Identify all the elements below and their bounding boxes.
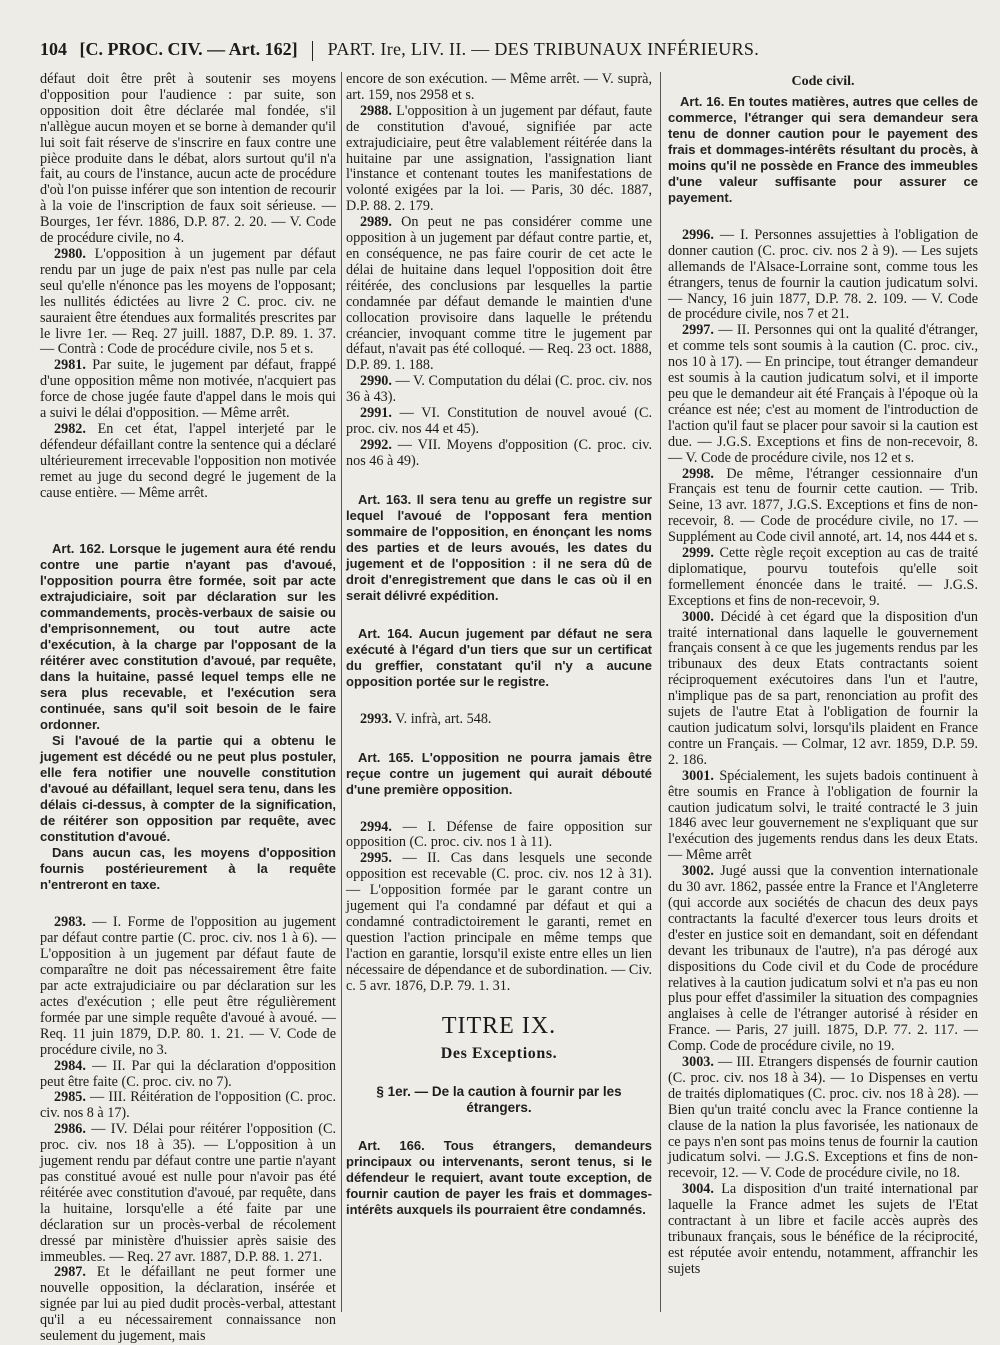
para-number: 3002. <box>682 863 714 880</box>
para-text: Décidé à cet égard que la disposition d'un traité international dans laquelle le gouvernement français consent à ce que les jugements rendus par les tribunaux des deux Etats contractants soient réciproquement exécutoires dans l'un et l'autre, n'implique pas de sa part, renonciation au profit des sujets de l'autre Etat à l'obligation de fournir la caution judicatum solvi, lorsqu'ils plaident en France contre un Français. — Colmar, 12 avr. 1859, D.P. 59. 2. 186. <box>668 608 978 768</box>
paragraph-2981 <box>40 358 336 422</box>
para-number: 2995. <box>360 850 392 867</box>
para-text: — I. Personnes assujetties à l'obligation de donner caution (C. proc. civ. nos 2 à 9). — Les sujets allemands de l'Alsace-Lorraine sont, comme tous les étrangers, tenus de fournir la caution judicatum solvi. — Nancy, 16 juin 1877, D.P. 78. 2. 109. — V. Code de procédure civile, nos 7 et 21. <box>668 226 978 323</box>
paragraph-2999 <box>668 546 978 610</box>
spacer <box>346 604 652 626</box>
paragraph-3003 <box>668 1055 978 1182</box>
article-text: L'opposition ne pourra jamais être reçue contre un jugement qui aurait débouté d'une première opposition. <box>346 749 652 797</box>
para-number: 2989. <box>360 214 392 231</box>
para-number: 2991. <box>360 405 392 422</box>
para-text: En cet état, l'appel interjeté par le défendeur défaillant contre la sentence qui a déclaré ultérieurement irrecevable l'opposition non motivée remet au juge du second degré le jugement de la cause entière. — Même arrêt. <box>40 420 336 501</box>
paragraph-continuation: défaut doit être prêt à soutenir ses moyens d'opposition pour l'audience : par suite, son opposition doit être déclarée mal fondée, s'il n'allègue aucun moyen et se borne à demander qu'il lui soit fait réserve de s'inscrire en faux contre une pièce produite dans le débat, alors surtout qu'il n'a fait, au cours de l'instance, aucun acte de procédure d'où l'on puisse inférer que son intention de recourir à la voie de l'inscription de faux soit sérieuse. — Bourges, 1er févr. 1886, D.P. 87. 2. 20. — V. Code de procédure civile, no 4. <box>40 71 336 247</box>
para-number: 2997. <box>682 322 714 339</box>
header-divider <box>312 41 313 61</box>
para-text: — IV. Délai pour réitérer l'opposition (C. proc. civ. nos 18 à 35). — L'opposition à un jugement rendu par défaut contre une partie n'ayant pas constitué avoué est nulle pour n'avoir pas été réitérée avec constitution d'avoué, par requête, dans la huitaine, lorsqu'elle a été faite par une déclaration sur un procès-verbal de récolement dressé par ministère d'huissier après saisie des immeubles. — Req. 27 avr. 1887, D.P. 88. 1. 271. <box>40 1121 336 1265</box>
header-right: PART. Ire, LIV. II. — DES TRIBUNAUX INFÉRIEURS. <box>327 39 760 59</box>
paragraph-3004 <box>668 1182 978 1277</box>
article-label: Art. 163. <box>358 491 412 507</box>
para-text: — III. Réitération de l'opposition (C. proc. civ. nos 8 à 17). <box>40 1089 336 1122</box>
para-text: Cette règle reçoit exception au cas de traité diplomatique, pourvu toutefois qu'elle soit formellement énoncée dans le traité. — J.G.S. Exceptions et fins de non-recevoir, 9. <box>668 545 978 609</box>
para-text: V. infrà, art. 548. <box>391 710 492 727</box>
para-number: 2984. <box>54 1057 86 1074</box>
para-number: 2998. <box>682 465 714 482</box>
para-number: 2992. <box>360 436 392 453</box>
paragraph-2995 <box>346 851 652 994</box>
article-16 <box>668 94 978 206</box>
spacer <box>346 470 652 492</box>
column-3 <box>668 72 978 1332</box>
article-text: En toutes matières, autres que celles de commerce, l'étranger qui sera demandeur sera tenu de donner caution pour le payement des frais et dommages-intérêts résultant du procès, à moins qu'il ne possède en France des immeubles d'une valeur suffisante pour assurer ce payement. <box>668 93 978 205</box>
para-number: 2988. <box>360 102 392 119</box>
para-text: On peut ne pas considérer comme une opposition à un jugement par défaut contre partie, et, en conséquence, ne pas faire courir de cet acte le délai de huitaine dans lequel l'opposition doit être réitérée, des conclusions par lesquelles la partie condamnée par défaut demande le maintien d'une collocation provisoire dans laquelle le prétendu créancier, invoquant comme titre le jugement par défaut, n'avait pas été colloqué. — Req. 23 oct. 1888, D.P. 89. 1. 188. <box>346 214 652 374</box>
column-rule-2 <box>660 72 661 1312</box>
para-text: Par suite, le jugement par défaut, frappé d'une opposition même non motivée, n'acquiert pas force de chose jugée faute d'appel dans le mois qui a suivi le délai d'opposition. — Même arrêt. <box>40 357 336 422</box>
article-162-c: Dans aucun cas, les moyens d'opposition fournis postérieurement à la requête n'entreront en taxe. <box>40 845 336 893</box>
paragraph-2985 <box>40 1090 336 1122</box>
para-number: 3004. <box>682 1181 714 1198</box>
article-164 <box>346 626 652 690</box>
spacer <box>346 728 652 750</box>
article-163 <box>346 492 652 604</box>
para-number: 2980. <box>54 245 86 262</box>
para-number: 2994. <box>360 818 392 835</box>
para-text: — II. Personnes qui ont la qualité d'étranger, et comme tels sont soumis à la caution (C. proc. civ., nos 10 à 17). — En principe, tout étranger demandeur est soumis à la caution judicatum solvi, et il importe peu que le demandeur ait été Français à l'époque où la créance est née; c'est au moment de l'introduction de l'action qu'il faut se placer pour savoir si la caution est due. — J.G.S. Exceptions et fins de non-recevoir, 8. — V. Code de procédure civile, nos 12 et s. <box>668 322 978 466</box>
article-text: Il sera tenu au greffe un registre sur lequel l'avoué de l'opposant fera mention sommaire de l'opposition, en énonçant les noms des parties et de leurs avoués, les dates du jugement et de l'opposition : il ne sera dû de droit d'enregistrement que dans le cas où il en serait délivré expédition. <box>346 491 652 603</box>
para-text: — I. Forme de l'opposition au jugement par défaut contre partie (C. proc. civ. nos 1 à 6). — L'opposition à un jugement par défaut faute de comparaître ne doit pas nécessairement être faite par acte extrajudiciaire ou par déclaration sur les actes d'exécution ; elle peut être régulièrement formée par une simple requête d'avoué à avoué. — Req. 11 juin 1879, D.P. 80. 1. 21. — V. Code de procédure civile, no 3. <box>40 914 336 1058</box>
header-left: [C. PROC. CIV. — Art. 162] <box>79 39 298 59</box>
para-number: 2985. <box>54 1089 86 1106</box>
column-2 <box>346 72 652 1332</box>
column-1 <box>40 71 336 1345</box>
paragraph-2984 <box>40 1059 336 1091</box>
spacer <box>346 798 652 820</box>
spacer <box>668 206 978 228</box>
para-number: 2986. <box>54 1121 86 1138</box>
title-heading: TITRE IX. <box>441 1012 557 1039</box>
article-label: Art. 164. <box>358 625 413 641</box>
para-text: — VII. Moyens d'opposition (C. proc. civ. nos 46 à 49). <box>346 436 652 469</box>
paragraph-2993 <box>346 712 652 728</box>
paragraph-2983 <box>40 915 336 1058</box>
paragraph-2980 <box>40 247 336 358</box>
paragraph-2982 <box>40 422 336 502</box>
spacer <box>346 690 652 712</box>
paragraph-2987 <box>40 1265 336 1345</box>
article-text: Tous étrangers, demandeurs principaux ou intervenants, seront tenus, si le défendeur le requiert, avant toute exception, de fournir caution de payer les frais et dommages-intérêts auxquels ils pourraient être condamnés. <box>346 1138 652 1218</box>
para-text: — I. Défense de faire opposition sur opposition (C. proc. civ. nos 1 à 11). <box>346 818 652 851</box>
para-number: 3000. <box>682 608 714 625</box>
paragraph-2986 <box>40 1122 336 1265</box>
page-number: 104 <box>40 39 67 59</box>
para-number: 2996. <box>682 226 714 243</box>
subsection-heading: § 1er. — De la caution à fournir par les étrangers. <box>376 1084 622 1116</box>
para-text: — V. Computation du délai (C. proc. civ. nos 36 à 43). <box>346 373 652 406</box>
article-166 <box>346 1138 652 1218</box>
article-label: Art. 165. <box>358 749 414 765</box>
paragraph-2997 <box>668 323 978 466</box>
article-label: Art. 162. <box>52 541 105 557</box>
para-text: Et le défaillant ne peut former une nouvelle opposition, la déclaration, insérée et signée par lui au pied dudit procès-verbal, attestant qu'il a eu nécessairement connaissance non seulement du jugement, mais <box>40 1264 336 1345</box>
code-civil-heading: Code civil. <box>791 74 855 89</box>
para-text: — II. Cas dans lesquels une seconde opposition est recevable (C. proc. civ. nos 12 à 31). — L'opposition formée par le garant contre un jugement qui l'a condamné par défaut et qui a condamné contradictoirement le garanti, remet en question l'action principale en même temps que l'action en garantie, lorsqu'il existe entre elles un lien nécessaire de dépendance et de subordination. — Civ. c. 5 avr. 1876, D.P. 79. 1. 31. <box>346 850 652 994</box>
paragraph-2996 <box>668 228 978 323</box>
para-number: 2981. <box>54 357 86 374</box>
para-text: Spécialement, les sujets badois continuent à être soumis en France à l'obligation de fournir la caution judicatum solvi, le traité contracté le 3 juin 1846 avec leur gouvernement ne s'expliquant que sur l'exécution des jugements rendus dans les deux Etats. — Même arrêt <box>668 767 978 864</box>
para-text: L'opposition à un jugement par défaut, faute de constitution d'avoué, signifiée par acte extrajudiciaire, peut être valablement réitérée dans la huitaine par une assignation, l'assignation liant l'instance et contenant toutes les manifestations de volonté exigées par la loi. — Paris, 30 déc. 1887, D.P. 88. 2. 179. <box>346 102 652 215</box>
paragraph-3002 <box>668 864 978 1055</box>
article-label: Art. 166. <box>358 1138 425 1154</box>
article-162-a <box>40 541 336 733</box>
paragraph-2992 <box>346 438 652 470</box>
para-number: 2990. <box>360 373 392 390</box>
article-text: Aucun jugement par défaut ne sera exécuté à l'égard d'un tiers que sur un certificat du greffier, constatant qu'il n'y a aucune opposition portée sur le registre. <box>346 625 652 689</box>
para-number: 2993. <box>360 710 392 727</box>
paragraph-2988 <box>346 104 652 215</box>
column-rule-1 <box>341 72 342 1312</box>
para-text: — VI. Constitution de nouvel avoué (C. proc. civ. nos 44 et 45). <box>346 405 652 437</box>
para-number: 2999. <box>682 545 714 562</box>
para-text: — II. Par qui la déclaration d'opposition peut être faite (C. proc. civ. no 7). <box>40 1057 336 1090</box>
spacer <box>40 501 336 541</box>
paragraph-3001 <box>668 769 978 864</box>
article-162-b: Si l'avoué de la partie qui a obtenu le jugement est décédé ou ne peut plus postuler, elle fera notifier une nouvelle constitution d'avoué au défaillant, lequel sera tenu, dans les délais ci-dessus, à compter de la signification, de réitérer son opposition par requête, avec constitution d'avoué. <box>40 733 336 845</box>
spacer <box>40 893 336 915</box>
paragraph-3000 <box>668 610 978 769</box>
paragraph-2998 <box>668 467 978 547</box>
para-number: 2987. <box>54 1264 86 1281</box>
article-label: Art. 16. <box>680 93 725 109</box>
paragraph-2989 <box>346 215 652 374</box>
article-165 <box>346 750 652 798</box>
para-text: La disposition d'un traité international par laquelle la France admet les sujets de l'Etat contractant à un libre et facile accès auprès des tribunaux français, sous le bénéfice de la réciprocité, est réputée avoir entendu, notamment, affranchir les sujets <box>668 1181 978 1277</box>
para-number: 3003. <box>682 1054 714 1071</box>
para-text: L'opposition à un jugement par défaut rendu par un juge de paix n'est pas nulle par cela seul qu'elle n'énonce pas les moyens de l'opposant; les nullités édictées au livre 2 C. proc. civ. ne sauraient être étendues aux formalités prescrites par le livre 1er. — Req. 27 juill. 1887, D.P. 89. 1. 37. — Contrà : Code de procédure civile, nos 5 et s. <box>40 245 336 358</box>
para-text: De même, l'étranger cessionnaire d'un Français est tenu de fournir cette caution. — Trib. Seine, 13 avr. 1877, J.G.S. Exceptions et fins de non-recevoir, 8. — Code de procédure civile, no 17. — Supplément au Code civil annoté, art. 14, nos 444 et s. <box>668 465 978 546</box>
para-number: 2982. <box>54 420 86 437</box>
para-text: — III. Etrangers dispensés de fournir caution (C. proc. civ. nos 18 à 34). — 1o Dispenses en vertu de traités diplomatiques (C. proc. civ. nos 18 à 28). — Bien qu'un traité conclu avec la France contienne la clause de la nation la plus favorisée, les nationaux de ce pays n'en sont pas moins tenus de fournir la caution judicatum solvi. — J.G.S. Exceptions et fins de non-recevoir, 12. — V. Code de procédure civile, no 18. <box>668 1054 978 1182</box>
paragraph-2994 <box>346 820 652 852</box>
section-heading: Des Exceptions. <box>440 1045 558 1063</box>
para-text: Jugé aussi que la convention internationale du 30 avr. 1862, passée entre la France et l'Angleterre (qui accorde aux sociétés de chacun des deux pays contractants la faculté d'exercer tous leurs droits et d'ester en justice soit en demandant, soit en défendant devant les tribunaux de l'autre), n'a pas dérogé aux dispositions du Code civil et du Code de procédure relatives à la caution judicatum solvi et n'a pas eu non plus pour effet d'assimiler la situation des compagnies anglaises à celle de l'étranger autorisé à résider en France. — Paris, 27 juill. 1875, D.P. 77. 2. 117. — Comp. Code de procédure civile, no 19. <box>668 863 978 1055</box>
article-text: Lorsque le jugement aura été rendu contre une partie n'ayant pas d'avoué, l'opposition pourra être formée, soit par acte extrajudiciaire, soit par déclaration sur les commandements, procès-verbaux de saisie ou d'emprisonnement, ou tout autre acte d'exécution, à la charge par l'opposant de la réitérer avec constitution d'avoué, par requête, dans la huitaine, passé lequel temps elle ne sera plus recevable, et l'exécution sera continuée, sans qu'il soit besoin de le faire ordonner. <box>40 541 336 733</box>
para-number: 2983. <box>54 914 86 931</box>
running-header <box>40 36 980 62</box>
para-number: 3001. <box>682 767 714 784</box>
paragraph-2991 <box>346 406 652 438</box>
paragraph-continuation: encore de son exécution. — Même arrêt. — V. suprà, art. 159, nos 2958 et s. <box>346 71 652 103</box>
paragraph-2990 <box>346 374 652 406</box>
